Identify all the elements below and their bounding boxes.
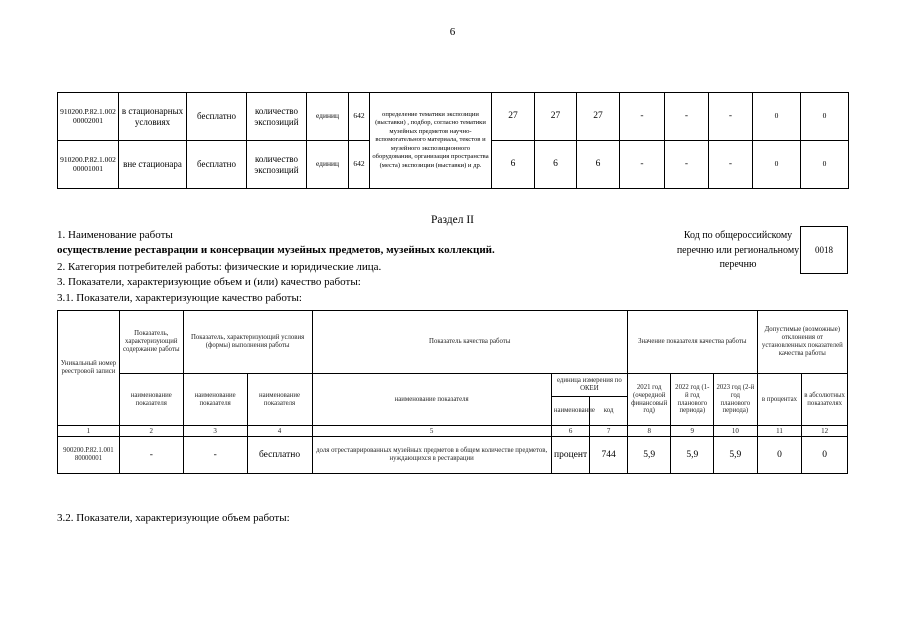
registry-code-label: Код по общероссийскому перечню или региональному перечню [676,230,800,270]
deviation-percent: 0 [753,141,801,189]
header-year-3: 2023 год (2-й год планового периода) [714,374,758,426]
header-unit-code: код [590,397,628,426]
column-index: 11 [757,426,802,437]
deviation-absolute: 0 [802,437,848,474]
quality-heading: 3.1. Показатели, характеризующие качество работы: [57,292,302,304]
value-year2: 5,9 [671,437,714,474]
fee-year1: - [620,141,665,189]
registry-number: 910200.Р.82.1.002 00001001 [58,141,119,189]
unit-name: единиц [307,141,349,189]
header-condition-name-2: наименование показателя [247,374,312,426]
header-unit-okei: единица измерения по ОКЕИ [551,374,627,397]
index-row [58,426,848,437]
header-year-1: 2021 год (очередной финансовый год) [627,374,671,426]
header-conditions: Показатель, характеризующий условия (формы) выполнения работы [183,311,312,374]
indicator-name: количество экспозиций [247,141,307,189]
registry-code-value: 0018 [800,226,848,274]
table-row [58,93,849,141]
volume-heading: 3.2. Показатели, характеризующие объем работы: [57,512,290,524]
fee-year2: - [665,141,709,189]
registry-number: 900200.Р.82.1.001 80000001 [58,437,120,474]
header-year-2: 2022 год (1-й год планового периода) [671,374,714,426]
work-name: осуществление реставрации и консервации музейных предметов, музейных коллекций. [57,244,495,256]
unit-code: 642 [349,93,370,141]
column-index: 1 [58,426,120,437]
unit-code: 642 [349,141,370,189]
header-unit-name: наименование [551,397,590,426]
condition-indicator: бесплатно [187,141,247,189]
header-deviation: Допустимые (возможные) отклонения от установленных показателей качества работы [757,311,847,374]
column-index: 9 [671,426,714,437]
condition-value-1: - [183,437,247,474]
fee-year2: - [665,93,709,141]
column-index: 12 [802,426,848,437]
work-name-label: 1. Наименование работы [57,229,173,241]
value-year3: 6 [577,141,620,189]
quality-table [57,310,848,474]
value-year1: 5,9 [627,437,671,474]
registry-number: 910200.Р.82.1.002 00002001 [58,93,119,141]
header-content: Показатель, характеризующий содержание работы [119,311,183,374]
header-values: Значение показателя качества работы [627,311,757,374]
unit-code: 744 [590,437,628,474]
fee-year3: - [709,141,753,189]
header-registry: Уникальный номер реестровой записи [58,311,120,426]
indicator-name: количество экспозиций [247,93,307,141]
consumer-category: 2. Категория потребителей работы: физические и юридические лица. [57,261,382,273]
fee-year3: - [709,93,753,141]
deviation-absolute: 0 [801,93,849,141]
content-indicator: вне стационара [119,141,187,189]
unit-name: процент [551,437,590,474]
column-index: 5 [312,426,551,437]
value-year3: 27 [577,93,620,141]
content-value: - [119,437,183,474]
value-year1: 6 [492,141,535,189]
work-description: определение тематики экспозиции (выставки) , подбор, согласно тематики музейных предметов научно-вспомогательного материала, текстов и музейного экспозиционного оборудования, организация пространства (места) экспозиции (выставки) и др. [370,93,492,189]
quality-indicator-name: доля отреставрированных музейных предметов в общем количестве предметов, нуждающихся в реставрации [312,437,551,474]
header-quality: Показатель качества работы [312,311,627,374]
header-condition-name-1: наименование показателя [183,374,247,426]
column-index: 4 [247,426,312,437]
condition-value-2: бесплатно [247,437,312,474]
unit-name: единиц [307,93,349,141]
fee-year1: - [620,93,665,141]
header-content-name: наименование показателя [119,374,183,426]
content-indicator: в стационарных условиях [119,93,187,141]
deviation-percent: 0 [757,437,802,474]
table-row [58,437,848,474]
column-index: 10 [714,426,758,437]
header-quality-name: наименование показателя [312,374,551,426]
deviation-absolute: 0 [801,141,849,189]
condition-indicator: бесплатно [187,93,247,141]
header-deviation-absolute: в абсолютных показателях [802,374,848,426]
indicators-heading: 3. Показатели, характеризующие объем и (или) качество работы: [57,276,361,288]
column-index: 3 [183,426,247,437]
column-index: 6 [551,426,590,437]
section-title: Раздел II [430,214,475,226]
value-year3: 5,9 [714,437,758,474]
header-deviation-percent: в процентах [757,374,802,426]
volume-table-section-1 [57,92,849,189]
deviation-percent: 0 [753,93,801,141]
value-year1: 27 [492,93,535,141]
column-index: 7 [590,426,628,437]
value-year2: 6 [535,141,577,189]
page-number: 6 [449,26,456,38]
column-index: 2 [119,426,183,437]
value-year2: 27 [535,93,577,141]
column-index: 8 [627,426,671,437]
